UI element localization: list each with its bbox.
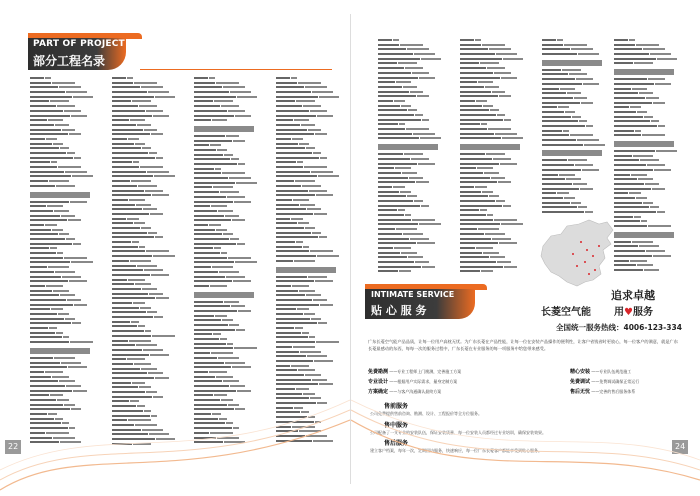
- title-underline: [140, 69, 332, 70]
- presale-title: 售前服务: [384, 403, 409, 410]
- slogan-service-prefix: 用: [614, 307, 624, 318]
- project-entry: [194, 309, 258, 314]
- project-list-column: [542, 38, 606, 218]
- page-number-right: 24: [672, 440, 688, 454]
- step-item: 免费勘测 ——专业工程师上门勘测，完善施工方案: [368, 369, 462, 375]
- region-header-bar: [378, 144, 438, 150]
- slogan-service: [614, 303, 653, 318]
- insale-text: 公司配备了一支专业的安装队伍，保证安装质量，每一位安装人员都经过专业培训，确保安装效果。: [370, 430, 546, 435]
- project-entry: [614, 268, 678, 273]
- region-header-bar: [614, 232, 674, 238]
- region-header-bar: [30, 348, 90, 354]
- heart-icon: ♥: [624, 307, 633, 318]
- service-title-cn: 贴 心 服 务: [371, 304, 427, 317]
- region-header-bar: [194, 292, 254, 298]
- project-entry: [614, 133, 678, 138]
- service-hotline: 全国统一服务热线：4006-123-334: [556, 323, 682, 332]
- region-header-bar: [614, 69, 674, 75]
- left-wave-decoration: [0, 380, 350, 496]
- presale-text: 公司免费提供售前咨询、勘测、设计、工程报价等全方位服务。: [370, 411, 482, 416]
- step-item: 方案确定 ——与客户沟通确认最终方案: [368, 389, 442, 395]
- project-list-column: [460, 38, 524, 278]
- service-title-en: INTIMATE SERVICE: [371, 290, 455, 299]
- project-entry: [614, 61, 678, 66]
- slogan-main: 追求卓越: [611, 289, 655, 302]
- region-header-bar: [30, 192, 90, 198]
- step-item: 精心安装 ——专业队伍规范施工: [570, 369, 632, 375]
- project-list-column: [614, 38, 678, 278]
- step-item: 免费调试 ——免费调试确保正常运行: [570, 379, 640, 385]
- project-entry: [542, 52, 606, 57]
- project-entry: [378, 136, 442, 141]
- project-entry: [614, 254, 678, 259]
- page-number-left: 22: [5, 440, 21, 454]
- slogan-brand: 长菱空气能: [541, 307, 591, 318]
- step-item: 专业设计 ——根据用户实际需求，量身定制方案: [368, 379, 458, 385]
- project-entry: [460, 136, 524, 141]
- step-item: 售后无忧 ——完善的售后服务体系: [570, 389, 636, 395]
- region-header-bar: [194, 126, 254, 132]
- slogan-service-suffix: 服务: [632, 307, 653, 318]
- project-entry: [194, 284, 258, 289]
- region-header-bar: [542, 60, 602, 66]
- region-header-bar: [460, 144, 520, 150]
- service-intro: 广东长菱空气能产品品质，让每一位用户高枕无忧。为广东长菱在产品性能，让每一位在安装产品操作的便利性，让客户省钱省时更放心，每一位客户的满意，就是广东长菱最感动的东西，每每一次的服务过程中，广东长菱在专业服务的每一项服务中给您带来感受。: [368, 339, 678, 351]
- project-entry: [276, 259, 340, 264]
- project-entry: [542, 82, 606, 87]
- project-entry: [276, 359, 340, 364]
- project-entry: [614, 224, 678, 229]
- project-entry: [614, 82, 678, 87]
- project-entry: [542, 210, 606, 215]
- project-entry: [542, 168, 606, 173]
- project-entry: [378, 269, 442, 274]
- insale-title: 售中服务: [384, 422, 409, 429]
- aftersale-text: 建立客户档案，每年一次，定期回访服务，快速响应，每一位广东长菱客户都能享受到贴心服务。: [370, 448, 542, 453]
- project-list-column: [378, 38, 442, 278]
- china-map-graphic: [537, 216, 617, 292]
- region-header-bar: [276, 267, 336, 273]
- region-header-bar: [614, 141, 674, 147]
- right-wave-decoration: [351, 380, 700, 496]
- project-entry: [460, 269, 524, 274]
- project-entry: [542, 143, 606, 148]
- project-entry: [614, 168, 678, 173]
- project-entry: [30, 184, 94, 189]
- project-entry: [30, 340, 94, 345]
- project-title-en: PART OF PROJECT: [33, 39, 125, 49]
- project-entry: [112, 273, 176, 278]
- project-entry: [112, 334, 176, 339]
- aftersale-title: 售后服务: [384, 440, 409, 447]
- project-title-cn: 部分工程名录: [33, 54, 106, 68]
- project-entry: [194, 118, 258, 123]
- region-header-bar: [542, 150, 602, 156]
